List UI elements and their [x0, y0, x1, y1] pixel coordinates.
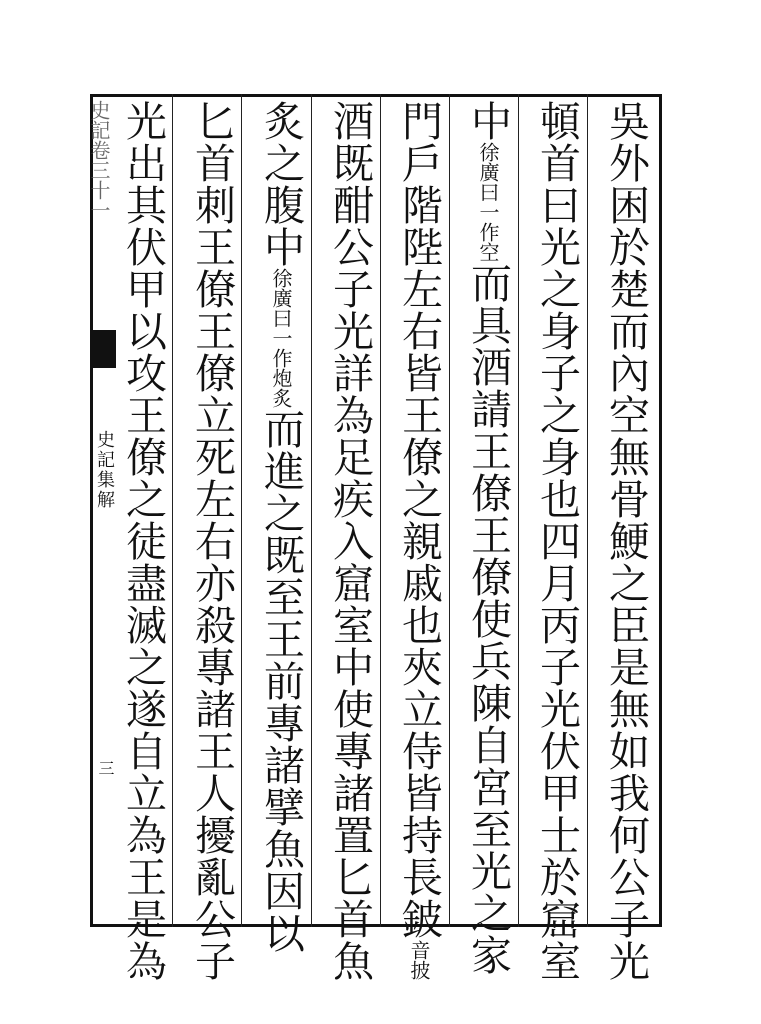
annotation-note: 徐廣曰一作炮炙: [269, 268, 293, 408]
text-column-7: [184, 100, 240, 982]
edge-title: 史記卷三十一: [87, 100, 111, 220]
column-text: 中: [464, 100, 512, 142]
column-text-continued: 而進之既至王前專諸擘魚因以: [257, 408, 305, 954]
column-rule: [311, 94, 312, 927]
column-text: 頓首曰光之身子之身也四月丙子光伏甲士於窟室: [533, 100, 581, 982]
text-column-2: [529, 100, 585, 982]
text-column-8: [115, 100, 171, 982]
text-column-6: [253, 100, 309, 954]
column-rule: [380, 94, 381, 927]
text-column-5: [322, 100, 378, 982]
column-rule: [518, 94, 519, 927]
column-rule: [449, 94, 450, 927]
fishtail-mark: [90, 330, 116, 368]
column-rule: [587, 94, 588, 927]
column-text: 吳外困於楚而內空無骨鯁之臣是無如我何公子光: [602, 100, 650, 982]
annotation-note: 音披: [407, 940, 431, 980]
margin-title: 史記集解: [94, 430, 115, 510]
text-column-4: [391, 100, 447, 980]
column-text: 門戶階陛左右皆王僚之親戚也夾立侍皆持長鈹: [395, 100, 443, 940]
text-column-1: [598, 100, 654, 982]
column-text: 匕首刺王僚王僚立死左右亦殺專諸王人擾亂公子: [188, 100, 236, 982]
column-text: 酒既酣公子光詳為足疾入窟室中使專諸置匕首魚: [326, 100, 374, 982]
column-rule: [241, 94, 242, 927]
text-column-3: [460, 100, 516, 976]
annotation-note: 徐廣曰一作空: [476, 142, 500, 262]
column-rule: [172, 94, 173, 927]
page-number: 三: [96, 760, 115, 776]
column-text-continued: 而具酒請王僚王僚使兵陳自宮至光之家: [464, 262, 512, 976]
column-text: 光出其伏甲以攻王僚之徒盡滅之遂自立為王是為: [119, 100, 167, 982]
column-text: 炙之腹中: [257, 100, 305, 268]
